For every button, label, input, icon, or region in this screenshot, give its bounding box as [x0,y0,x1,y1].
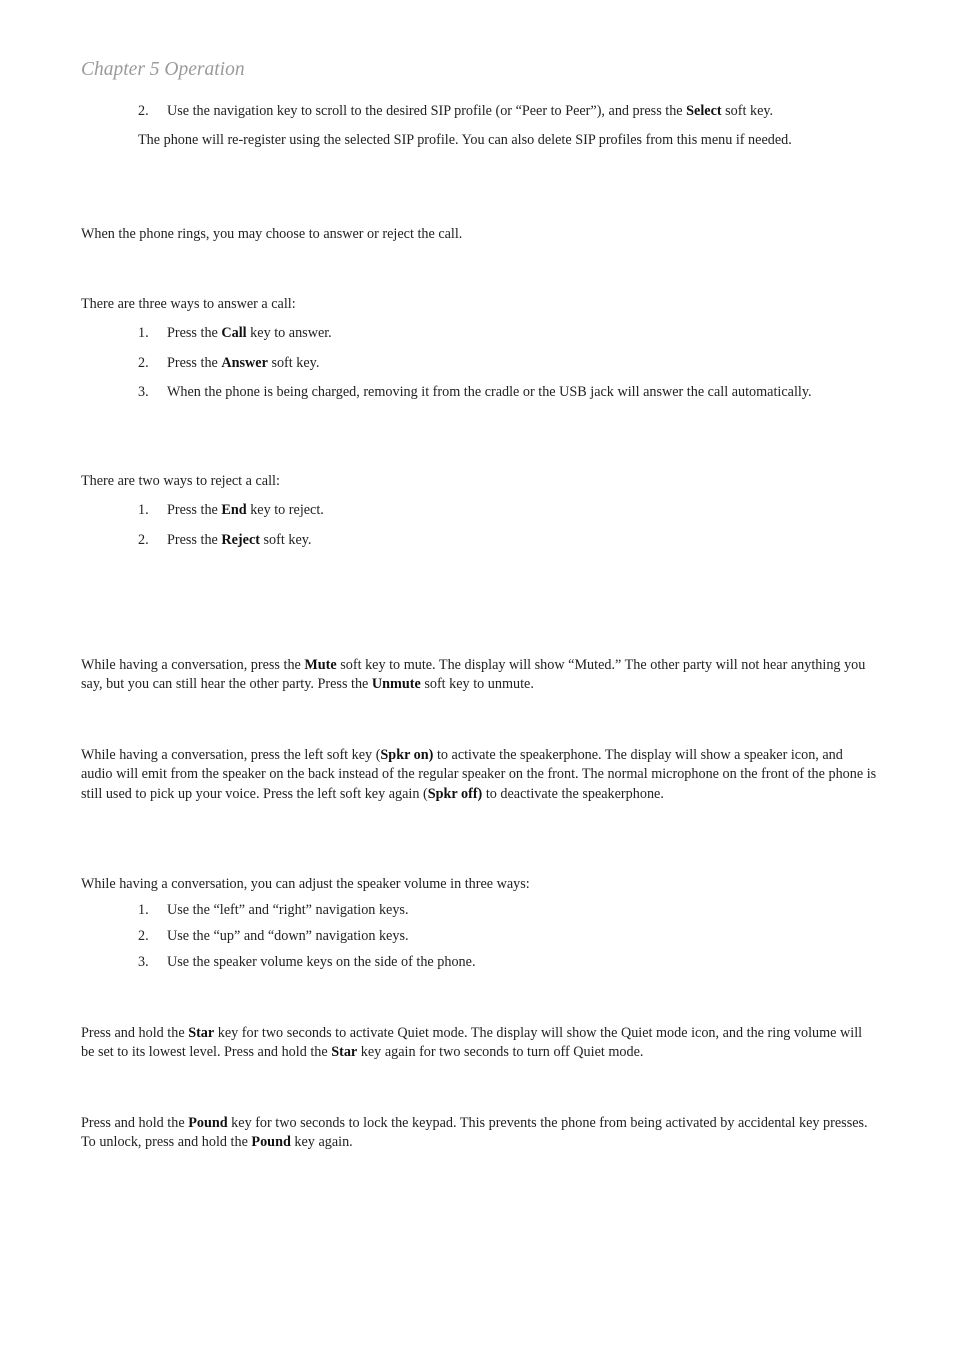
volume-intro: While having a conversation, you can adjust the speaker volume in three ways: [81,876,530,892]
list-item [138,901,878,920]
text-run: key to answer. [246,325,332,341]
key-name: Spkr off) [427,785,483,802]
list-number: 2. [138,928,149,944]
text-run: While having a conversation, press the [81,657,305,673]
text-run: While having a conversation, press the left soft key ( [81,747,381,763]
key-name: Reject [221,532,260,548]
list-item [138,383,878,402]
text-run: Press the [167,502,222,518]
list-number: 3. [138,384,149,400]
quiet-mode-paragraph [81,1024,877,1063]
list-number: 2. [138,355,149,371]
text-run: Press and hold the [81,1115,189,1131]
keypad-lock-paragraph [81,1114,877,1153]
list-number: 3. [138,954,149,970]
text-run: soft key. [721,103,774,119]
key-name: Pound [251,1134,291,1151]
key-name: Star [331,1044,358,1061]
key-name: Star [188,1025,215,1041]
list-item [138,501,878,520]
sip-profile-step-2 [138,102,878,121]
list-item-text [167,102,878,121]
list-item [138,953,878,972]
text-run: Press the [167,355,222,371]
list-item-text [167,324,878,343]
text-run: Use the navigation key to scroll to the desired SIP profile (or “Peer to Peer”), and press the [167,103,687,119]
text-run: to deactivate the speakerphone. [482,785,664,802]
text-run: key for two seconds to lock the keypad. This prevents the phone from being activated by accidental key presses. To unlock, press and hold the [81,1115,868,1151]
text-run: soft key to unmute. [420,676,534,693]
list-number: 1. [138,325,149,341]
speakerphone-paragraph [81,746,877,804]
list-number: 1. [138,502,149,518]
list-item-text: Use the speaker volume keys on the side of the phone. [167,954,476,970]
list-item-text [167,501,878,520]
sip-profile-note: The phone will re-register using the selected SIP profile. You can also delete SIP profiles from this menu if needed. [138,132,792,148]
text-run: Press and hold the [81,1025,189,1041]
list-number: 1. [138,902,149,918]
key-name: Call [221,325,247,341]
text-run: key to reject. [246,502,324,518]
incoming-call-intro: When the phone rings, you may choose to answer or reject the call. [81,226,463,242]
list-item-text [167,531,878,550]
key-name: Unmute [371,676,421,693]
key-name: Spkr on) [380,747,434,763]
key-name: Select [686,103,722,119]
list-item [138,324,878,343]
list-item [138,531,878,550]
list-item-text [167,354,878,373]
list-item [138,354,878,373]
list-number: 2. [138,103,149,119]
mute-paragraph [81,656,877,695]
text-run: to activate the speakerphone. The display will show a speaker icon, and audio will emit from the speaker on the back instead of the regular speaker on the front. The normal microphone on the front of the phone is still used to pick up your voice. Press the left soft key again ( [81,747,877,802]
chapter-title: Chapter 5 Operation [81,59,245,80]
list-number: 2. [138,532,149,548]
text-run: key again. [290,1134,353,1151]
reject-call-intro: There are two ways to reject a call: [81,473,280,489]
text-run: soft key. [267,355,320,371]
answer-call-intro: There are three ways to answer a call: [81,296,296,312]
list-item-text: Use the “left” and “right” navigation keys. [167,902,409,918]
list-item-text: Use the “up” and “down” navigation keys. [167,928,409,944]
list-item-text: When the phone is being charged, removing it from the cradle or the USB jack will answer the call automatically. [167,384,812,400]
key-name: Answer [221,355,268,371]
text-run: Press the [167,532,222,548]
text-run: Press the [167,325,222,341]
text-run: soft key to mute. The display will show “Muted.” The other party will not hear anything you say, but you can still hear the other party. Press the [81,657,866,693]
key-name: Mute [304,657,337,673]
key-name: Pound [188,1115,228,1131]
text-run: key for two seconds to activate Quiet mode. The display will show the Quiet mode icon, and the ring volume will be set to its lowest level. Press and hold the [81,1025,863,1061]
list-item [138,927,878,946]
key-name: End [221,502,247,518]
text-run: key again for two seconds to turn off Quiet mode. [357,1044,644,1061]
text-run: soft key. [259,532,312,548]
